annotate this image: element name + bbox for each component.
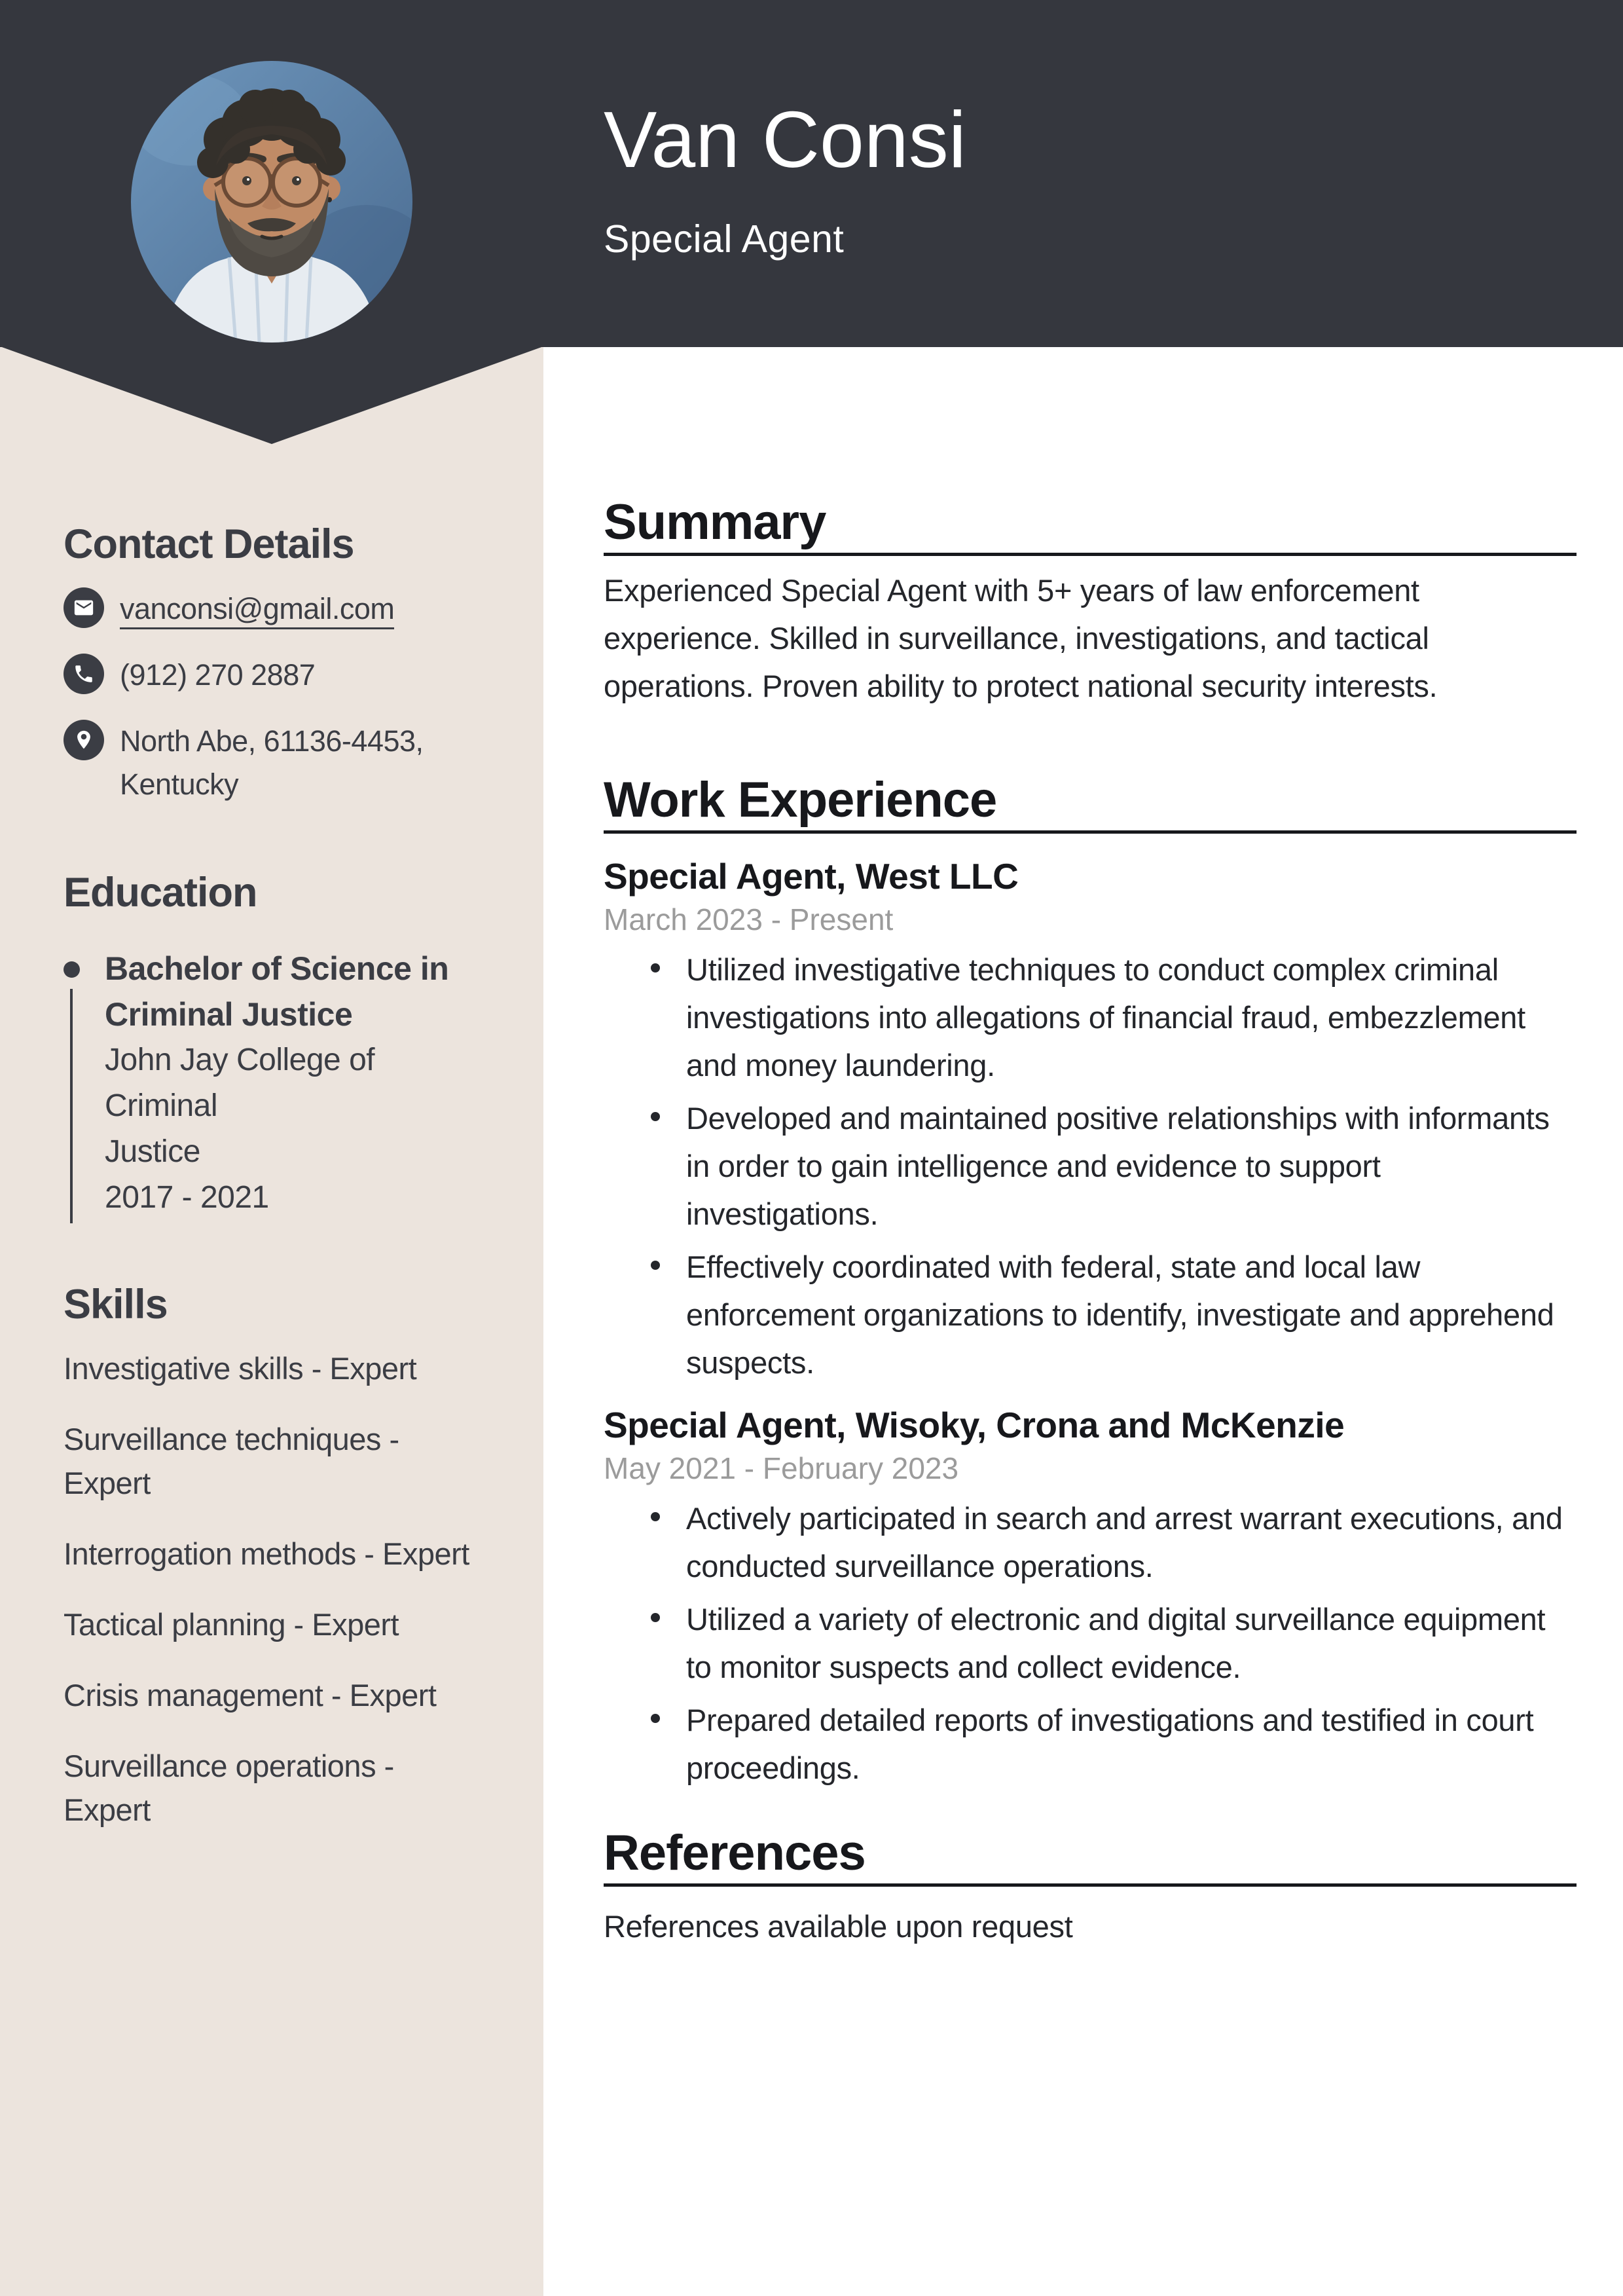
email-icon [64,587,104,628]
degree-line-1: Bachelor of Science in [105,950,449,987]
skill-item [64,1532,488,1576]
skill-item [64,1673,488,1717]
contact-row-phone [64,654,488,697]
skill-text: Expert [64,1792,151,1828]
summary-line-2: experience. Skilled in surveillance, investigations, and tactical [604,621,1429,656]
contact-list [64,587,488,806]
timeline-dot-icon [64,961,80,978]
references-heading: References [604,1828,1577,1887]
person-name: Van Consi [604,95,966,184]
contact-address [120,720,424,806]
bullet-icon [651,963,660,972]
job-bullet-list [604,1494,1577,1792]
education-heading: Education [64,870,257,916]
job-dates: May 2021 - February 2023 [604,1451,959,1486]
main-column [604,0,1577,1950]
bullet-icon [651,1512,660,1521]
summary-line-1: Experienced Special Agent with 5+ years of law enforcement [604,573,1419,608]
bullet-line: suspects. [686,1345,814,1380]
education-school [105,1037,488,1175]
bullet-line: Prepared detailed reports of investigations and testified in court [686,1703,1534,1738]
bullet-icon [651,1613,660,1622]
skill-text: Surveillance operations - [64,1749,394,1784]
address-line-2: Kentucky [120,768,239,802]
bullet-line: to monitor suspects and collect evidence. [686,1650,1241,1685]
address-line-1: North Abe, 61136-4453, [120,724,424,758]
job-bullet-list [604,946,1577,1386]
contact-phone: (912) 270 2887 [120,658,316,692]
bullet-item [604,1243,1577,1386]
contact-details-heading: Contact Details [64,521,354,567]
bullet-item [604,1696,1577,1792]
bullet-line: Utilized a variety of electronic and digital surveillance equipment [686,1602,1546,1637]
bullet-line: Actively participated in search and arrest warrant executions, and [686,1501,1563,1536]
job-entry-2 [604,1403,1577,1792]
skill-text: Tactical planning - Expert [64,1607,399,1642]
bullet-icon [651,1112,660,1121]
contact-row-address [64,720,488,806]
bullet-line: in order to gain intelligence and evidence to support [686,1149,1381,1184]
skill-text: Expert [64,1466,151,1501]
bullet-item [604,1094,1577,1238]
job-entry-1 [604,855,1577,1386]
bullet-line: investigations into allegations of financial fraud, embezzlement [686,1000,1525,1035]
skill-text: Interrogation methods - Expert [64,1536,469,1572]
skill-item [64,1744,488,1832]
bullet-line: conducted surveillance operations. [686,1549,1154,1584]
bullet-line: proceedings. [686,1750,860,1786]
bullet-line: Effectively coordinated with federal, state and local law [686,1250,1421,1285]
contact-row-email [64,587,488,631]
job-dates: March 2023 - Present [604,902,894,936]
bullet-line: investigations. [686,1196,879,1232]
bullet-icon [651,1261,660,1270]
skills-list [64,1346,488,1832]
person-job-title: Special Agent [604,217,845,261]
school-line-2: Justice [105,1134,200,1169]
sidebar [64,0,488,1859]
bullet-item [604,1494,1577,1590]
timeline-rail [70,989,73,1223]
education-dates: 2017 - 2021 [105,1179,269,1215]
skill-text: Crisis management - Expert [64,1678,437,1713]
bullet-line: Utilized investigative techniques to conduct complex criminal [686,952,1499,988]
skill-text: Surveillance techniques - [64,1422,399,1457]
bullet-line: and money laundering. [686,1048,995,1083]
skill-item [64,1417,488,1505]
education-item [64,946,488,1221]
references-text: References available upon request [604,1909,1073,1944]
bullet-item [604,1595,1577,1691]
skill-item [64,1346,488,1390]
bullet-line: Developed and maintained positive relationships with informants [686,1101,1550,1136]
contact-email[interactable] [120,587,394,631]
phone-icon [64,654,104,694]
bullet-item [604,946,1577,1089]
job-title: Special Agent, Wisoky, Crona and McKenzie [604,1405,1345,1446]
work-experience-heading: Work Experience [604,775,1577,834]
summary-paragraph [604,566,1577,710]
skill-item [64,1602,488,1646]
school-line-1: John Jay College of Criminal [105,1042,375,1123]
summary-heading: Summary [604,498,1577,556]
bullet-line: enforcement organizations to identify, investigate and apprehend [686,1297,1554,1333]
summary-line-3: operations. Proven ability to protect national security interests. [604,669,1438,703]
education-degree [105,946,488,1037]
degree-line-2: Criminal Justice [105,995,353,1033]
skill-text: Investigative skills - Expert [64,1351,417,1386]
skills-heading: Skills [64,1281,168,1327]
job-title: Special Agent, West LLC [604,856,1019,897]
email-link[interactable]: vanconsi@gmail.com [120,592,394,629]
bullet-icon [651,1714,660,1723]
location-pin-icon [64,720,104,760]
